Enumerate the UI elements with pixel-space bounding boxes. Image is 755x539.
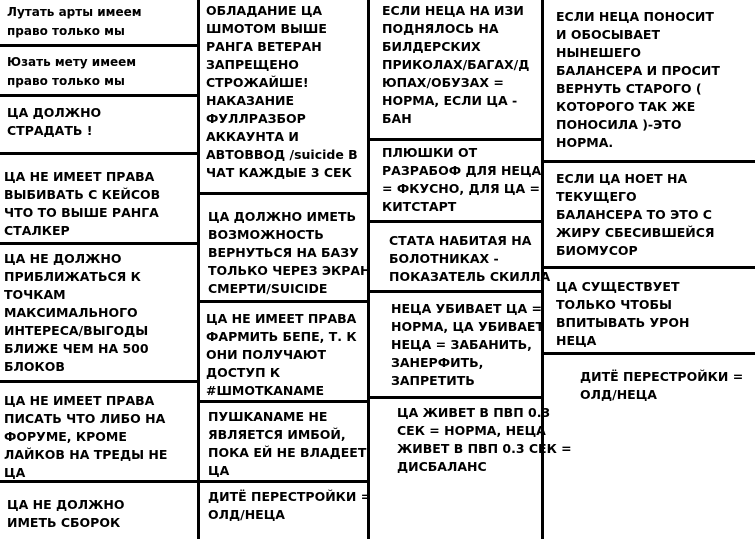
col2-divider-2: [198, 300, 369, 303]
rule-text: ЕСЛИ ЦА НОЕТ НА ТЕКУЩЕГО БАЛАНСЕРА ТО ЭТО С ЖИРУ СБЕСИВШЕЙСЯ БИОМУСОР: [556, 171, 715, 258]
col1-divider-1: [0, 44, 198, 47]
col1-divider-3: [0, 152, 198, 155]
rule-text: ЦА НЕ ДОЛЖНО ПРИБЛИЖАТЬСЯ К ТОЧКАМ МАКСИМАЛЬНОГО ИНТЕРЕСА/ВЫГОДЫ БЛИЖЕ ЧЕМ НА 500 БЛОКОВ: [4, 251, 149, 374]
rule-text: ДИТЁ ПЕРЕСТРОЙКИ = ОЛД/НЕЦА: [580, 369, 744, 402]
col1-divider-4: [0, 242, 198, 245]
col3-divider-2: [368, 220, 542, 223]
rule-text: ОБЛАДАНИЕ ЦА ШМОТОМ ВЫШЕ РАНГА ВЕТЕРАН ЗАПРЕЩЕНО СТРОЖАЙШЕ! НАКАЗАНИЕ ФУЛЛРАЗБОР АККАУНТА И АВТОВВОД /suicide В ЧАТ КАЖДЫЕ 3 СЕК: [206, 3, 358, 180]
rule-text: НЕЦА УБИВАЕТ ЦА = НОРМА, ЦА УБИВАЕТ НЕЦА = ЗАБАНИТЬ, ЗАНЕРФИТЬ, ЗАПРЕТИТЬ: [391, 301, 544, 388]
rule-text: ЦА НЕ ДОЛЖНО ИМЕТЬ СБОРОК: [7, 497, 125, 530]
col1-divider-2: [0, 94, 198, 97]
rule-text: ЦА НЕ ИМЕЕТ ПРАВА ПИСАТЬ ЧТО ЛИБО НА ФОРУМЕ, КРОМЕ ЛАЙКОВ НА ТРЕДЫ НЕ ЦА: [4, 393, 168, 480]
col1-divider-5: [0, 380, 198, 383]
rule-text: ЦА СУЩЕСТВУЕТ ТОЛЬКО ЧТОБЫ ВПИТЫВАТЬ УРОН НЕЦА: [556, 279, 690, 348]
rule-text: ЕСЛИ НЕЦА НА ИЗИ ПОДНЯЛОСЬ НА БИЛДЕРСКИХ ПРИКОЛАХ/БАГАХ/Д ЮПАХ/ОБУЗАХ = НОРМА, ЕСЛИ ЦА - БАН: [382, 3, 530, 126]
rule-text: ЦА НЕ ИМЕЕТ ПРАВА ФАРМИТЬ БЕПЕ, Т. К ОНИ ПОЛУЧАЮТ ДОСТУП К #ШМОТKANAME: [206, 311, 357, 398]
col2-divider-3: [198, 400, 369, 403]
col4-divider-2: [542, 266, 755, 269]
rule-text: ЦА ЖИВЕТ В ПВП 0.3 СЕК = НОРМА, НЕЦА ЖИВЕТ В ПВП 0.3 СЕК = ДИСБАЛАНС: [397, 405, 572, 474]
col4-divider-3: [542, 352, 755, 355]
rule-text: СТАТА НАБИТАЯ НА БОЛОТНИКАХ - ПОКАЗАТЕЛЬ СКИЛЛА: [389, 233, 551, 284]
col2-divider-4: [198, 480, 369, 483]
rule-text: ЦА НЕ ИМЕЕТ ПРАВА ВЫБИВАТЬ С КЕЙСОВ ЧТО ТО ВЫШЕ РАНГА СТАЛКЕР: [4, 169, 161, 238]
rule-text: ПЛЮШКИ ОТ РАЗРАБОФ ДЛЯ НЕЦА = ФКУСНО, ДЛЯ ЦА = КИТСТАРТ: [382, 145, 542, 214]
col2-divider-1: [198, 192, 369, 195]
col4-divider-1: [542, 160, 755, 163]
col3-divider-4: [368, 396, 542, 399]
vertical-divider-1: [197, 0, 200, 539]
rule-text: ЦА ДОЛЖНО ИМЕТЬ ВОЗМОЖНОСТЬ ВЕРНУТЬСЯ НА БАЗУ ТОЛЬКО ЧЕРЕЗ ЭКРАН СМЕРТИ/SUICIDE: [208, 209, 371, 296]
rule-text: ЦА ДОЛЖНО СТРАДАТЬ !: [7, 105, 102, 138]
rule-text: Лутать арты имеем право только мы: [7, 5, 142, 38]
col3-divider-3: [368, 290, 542, 293]
rule-text: ДИТЁ ПЕРЕСТРОЙКИ = ОЛД/НЕЦА: [208, 489, 372, 522]
rule-text: Юзать мету имеем право только мы: [7, 55, 137, 88]
rule-text: ПУШKANAME НЕ ЯВЛЯЕТСЯ ИМБОЙ, ПОКА ЕЙ НЕ ВЛАДЕЕТ ЦА: [208, 409, 367, 478]
rule-text: ЕСЛИ НЕЦА ПОНОСИТ И ОБОСЫВАЕТ НЫНЕШЕГО БАЛАНСЕРА И ПРОСИТ ВЕРНУТЬ СТАРОГО ( КОТОРОГО ТАК ЖЕ ПОНОСИЛА )-ЭТО НОРМА.: [556, 9, 720, 150]
col3-divider-1: [368, 138, 542, 141]
